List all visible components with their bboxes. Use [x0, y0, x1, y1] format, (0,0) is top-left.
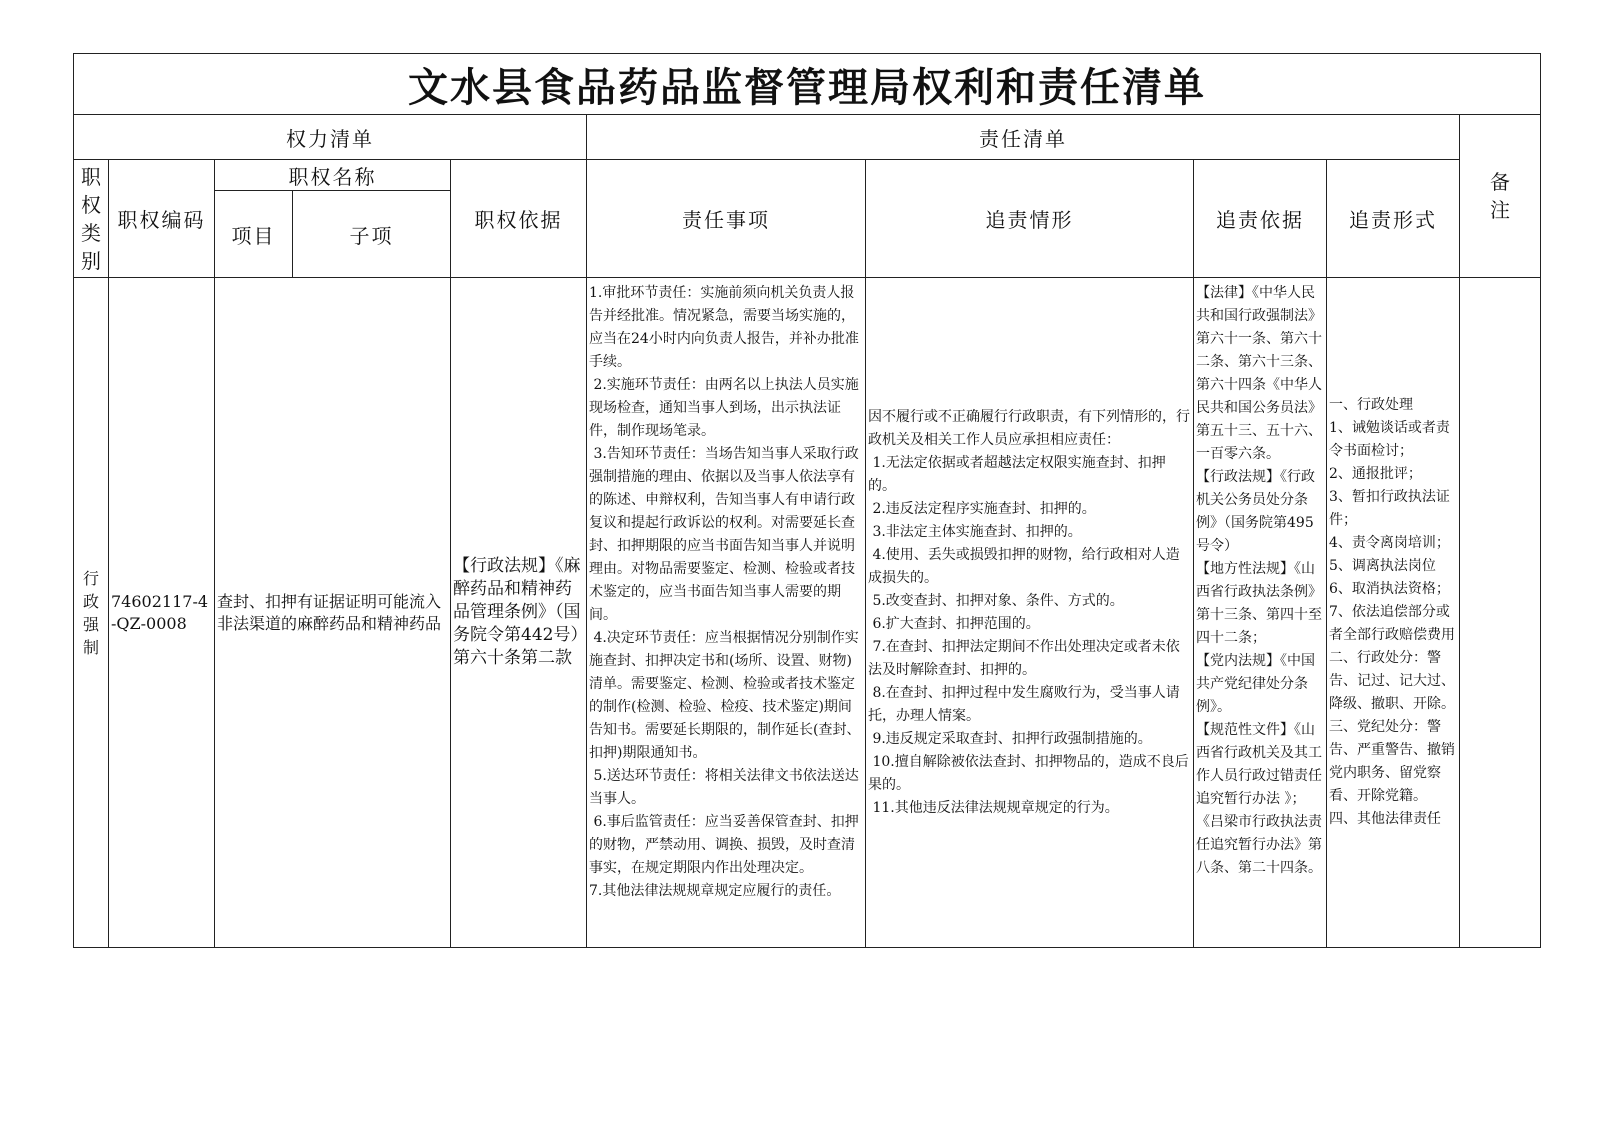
- table-row: [74, 278, 1541, 948]
- page-title: 文水县食品药品监督管理局权利和责任清单: [74, 54, 1541, 115]
- acc-form-header: 追责形式: [1327, 160, 1460, 278]
- resp-items-cell: 1.审批环节责任：实施前须向机关负责人报告并经批准。情况紧急，需要当场实施的，应当在24小时内向负责人报告，并补办批准手续。 2.实施环节责任：由两名以上执法人员实施现场检查，通知当事人到场，出示执法证件，制作现场笔录。 3.告知环节责任：当场告知当事人采取行政强制措施的理由、依据以及当事人依法享有的陈述、申辩权利，告知当事人有申请行政复议和提起行政诉讼的权利。对需要延长查封、扣押期限的应当书面告知当事人并说明理由。对物品需要鉴定、检测、检验或者技术鉴定的，应当书面告知当事人需要的期间。 4.决定环节责任：应当根据情况分别制作实施查封、扣押决定书和(场所、设置、财物)清单。需要鉴定、检测、检验或者技术鉴定的制作(检测、检验、检疫、技术鉴定)期间告知书。需要延长期限的，制作延长(查封、扣押)期限通知书。 5.送达环节责任：将相关法律文书依法送达当事人。 6.事后监管责任：应当妥善保管查封、扣押的财物，严禁动用、调换、损毁，及时查清事实，在规定期限内作出处理决定。 7.其他法律法规规章规定应履行的责任。: [587, 278, 866, 948]
- situations-header: 追责情形: [866, 160, 1194, 278]
- item-header: 项目: [215, 191, 293, 278]
- code-header: 职权编码: [109, 160, 215, 278]
- category-cell: 行政强制: [74, 278, 109, 948]
- power-list-header: 权力清单: [74, 115, 587, 160]
- responsibility-table: [73, 53, 1541, 948]
- basis-header: 职权依据: [451, 160, 587, 278]
- situations-cell: 因不履行或不正确履行行政职责，有下列情形的，行政机关及相关工作人员应承担相应责任： 1.无法定依据或者超越法定权限实施查封、扣押的。 2.违反法定程序实施查封、扣押的。 3.非法定主体实施查封、扣押的。 4.使用、丢失或损毁扣押的财物，给行政相对人造成损失的。 5.改变查封、扣押对象、条件、方式的。 6.扩大查封、扣押范围的。 7.在查封、扣押法定期间不作出处理决定或者未依法及时解除查封、扣押的。 8.在查封、扣押过程中发生腐败行为，受当事人请托，办理人情案。 9.违反规定采取查封、扣押行政强制措施的。 10.擅自解除被依法查封、扣押物品的，造成不良后果的。 11.其他违反法律法规规章规定的行为。: [866, 278, 1194, 948]
- acc-basis-header: 追责依据: [1194, 160, 1327, 278]
- resp-items-header: 责任事项: [587, 160, 866, 278]
- item-cell: 查封、扣押有证据证明可能流入非法渠道的麻醉药品和精神药品: [215, 278, 451, 948]
- responsibility-list-header: 责任清单: [587, 115, 1460, 160]
- basis-cell: 【行政法规】《麻醉药品和精神药品管理条例》（国务院令第442号）第六十条第二款: [451, 278, 587, 948]
- subitem-header: 子项: [293, 191, 451, 278]
- acc-form-cell: 一、行政处理 1、诫勉谈话或者责令书面检讨； 2、通报批评； 3、暂扣行政执法证件； 4、责令离岗培训； 5、调离执法岗位 6、取消执法资格； 7、依法追偿部分或者全部行政赔偿费用 二、行政处分：警告、记过、记大过、降级、撤职、开除。 三、党纪处分：警告、严重警告、撤销党内职务、留党察看、开除党籍。 四、其他法律责任: [1327, 278, 1460, 948]
- remark-header: 备注: [1460, 115, 1541, 278]
- code-cell: 74602117-4-QZ-0008: [109, 278, 215, 948]
- name-header: 职权名称: [215, 160, 451, 191]
- acc-basis-cell: 【法律】《中华人民共和国行政强制法》第六十一条、第六十二条、第六十三条、第六十四条《中华人民共和国公务员法》第五十三、五十六、一百零六条。 【行政法规】《行政机关公务员处分条例》（国务院第495号令） 【地方性法规】《山西省行政执法条例》第十三条、第四十至四十二条； 【党内法规】《中国共产党纪律处分条例》。 【规范性文件】《山西省行政机关及其工作人员行政过错责任追究暂行办法 》；《吕梁市行政执法责任追究暂行办法》第八条、第二十四条。: [1194, 278, 1327, 948]
- document-sheet: [73, 53, 1540, 948]
- category-header: 职权类别: [74, 160, 109, 278]
- remark-cell: [1460, 278, 1541, 948]
